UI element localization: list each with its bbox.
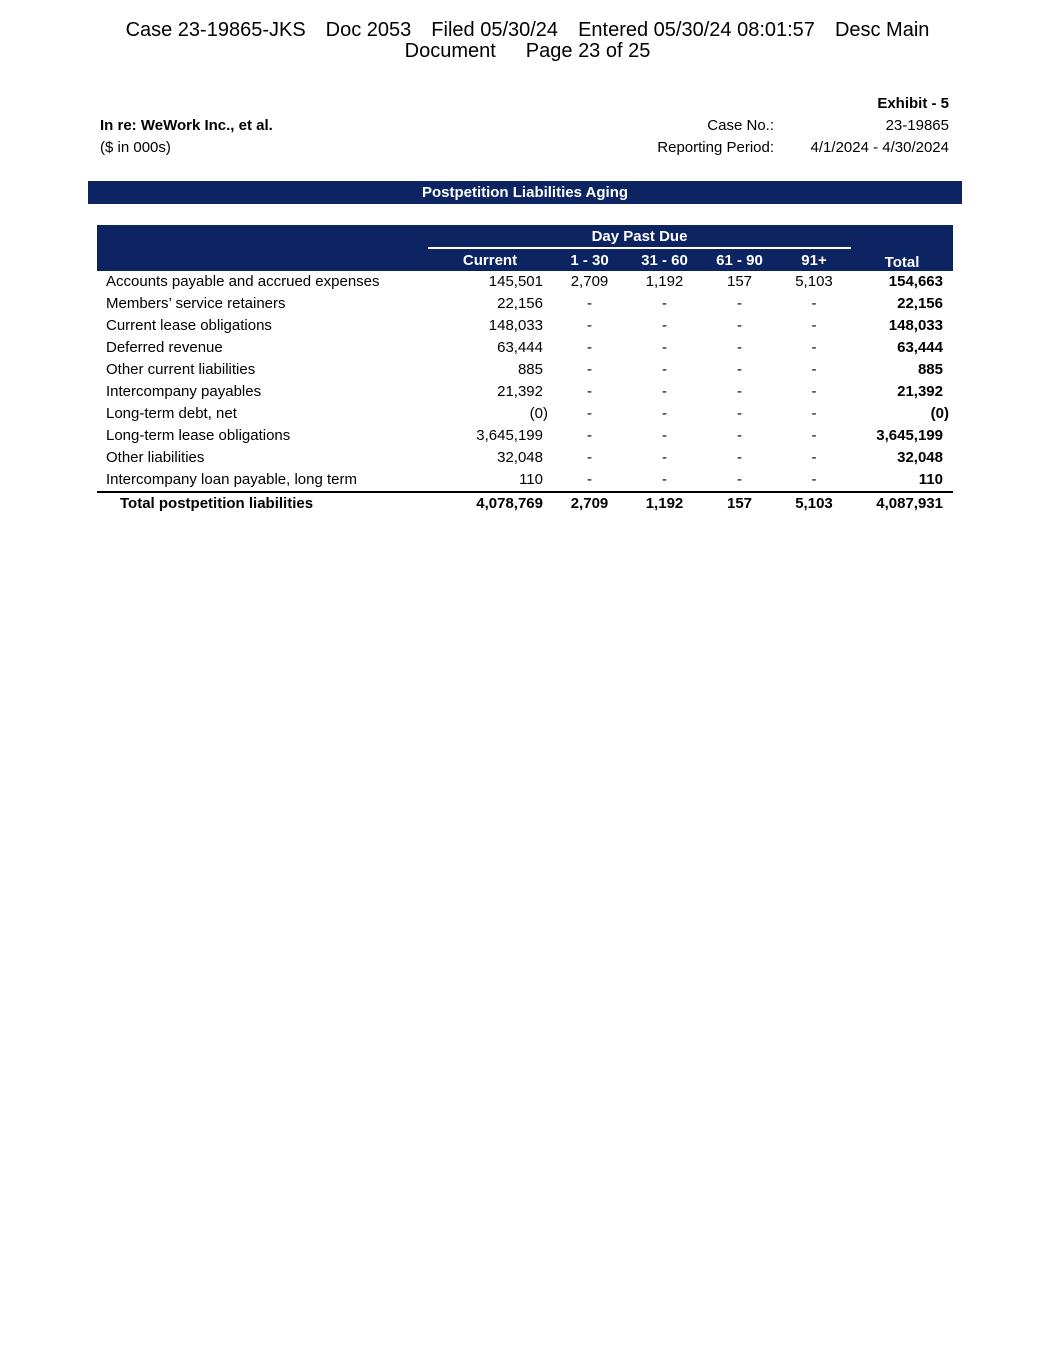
total-days-61-90-cell: 157 [702,492,777,515]
table-row [97,403,953,425]
total-current-cell: 4,078,769 [428,492,552,515]
current-cell: 32,048 [497,449,543,466]
table-row [97,315,953,337]
label-column-header [97,225,428,271]
days-31-60-cell: - [662,449,667,466]
current-cell: 110 [519,471,543,488]
days-1-30-cell: - [587,339,592,356]
total-cell: (0) [930,405,949,422]
days-31-60-cell: - [662,471,667,488]
entered-date-stamp: Entered 05/30/24 08:01:57 [578,19,815,41]
current-cell: (0) [529,405,548,422]
current-cell: 3,645,199 [476,427,543,444]
total-cell: 148,033 [888,317,943,334]
days-1-30-cell: - [587,295,592,312]
days-91-plus-cell: - [811,471,817,488]
column-header-1-30: 1 - 30 [552,248,627,271]
days-61-90-cell: - [737,383,742,400]
table-row [97,337,953,359]
total-days-91-plus-cell: 5,103 [777,492,851,515]
days-1-30-cell: - [587,427,592,444]
days-61-90-cell: - [737,295,742,312]
days-1-30-cell: - [587,471,592,488]
days-61-90-cell: - [737,361,742,378]
total-cell: 885 [917,361,943,378]
exhibit-label: Exhibit - 5 [877,95,949,112]
filed-date-stamp: Filed 05/30/24 [431,19,559,41]
table-row [97,271,953,293]
days-31-60-cell: - [662,361,667,378]
row-label: Intercompany loan payable, long term [106,471,357,488]
days-61-90-cell: - [737,449,742,466]
days-61-90-cell: - [737,427,742,444]
days-31-60-cell: - [662,405,667,422]
days-1-30-cell: - [587,317,592,334]
units-note: ($ in 000s) [100,139,171,156]
days-61-90-cell: - [737,317,742,334]
days-61-90-cell: - [737,339,742,356]
row-label: Members’ service retainers [106,295,286,312]
current-cell: 145,501 [488,273,543,290]
case-no-value: 23-19865 [885,117,949,134]
row-label: Other liabilities [106,449,205,466]
row-label: Current lease obligations [106,317,272,334]
column-header-total: Total [851,248,953,271]
days-61-90-cell: 157 [726,273,753,290]
days-61-90-cell: - [737,405,742,422]
days-91-plus-cell: - [811,295,817,312]
total-cell: 63,444 [897,339,943,356]
table-header-group-row [97,225,953,248]
days-31-60-cell: 1,192 [645,273,684,290]
table-row [97,293,953,315]
doc-number-stamp: Doc 2053 [325,19,412,41]
days-1-30-cell: - [587,405,592,422]
column-header-61-90: 61 - 90 [702,248,777,271]
days-91-plus-cell: - [811,449,817,466]
case-no-label: Case No.: [707,117,774,134]
total-row [97,492,953,515]
row-label: Long-term lease obligations [106,427,291,444]
grand-total-cell: 4,087,931 [851,492,953,515]
page-number-stamp: Page 23 of 25 [525,40,651,62]
liabilities-aging-table [97,225,953,515]
current-cell: 63,444 [497,339,543,356]
desc-stamp: Desc Main [834,19,930,41]
days-91-plus-cell: 5,103 [795,273,833,290]
total-row-label: Total postpetition liabilities [97,492,428,515]
current-cell: 885 [517,361,543,378]
days-1-30-cell: - [587,383,592,400]
days-1-30-cell: - [587,361,592,378]
column-header-current: Current [428,248,552,271]
table-row [97,469,953,492]
table-row [97,425,953,447]
days-31-60-cell: - [662,339,667,356]
section-title-bar: Postpetition Liabilities Aging [88,181,962,204]
days-61-90-cell: - [737,471,742,488]
total-cell: 22,156 [897,295,943,312]
days-91-plus-cell: - [811,339,817,356]
days-31-60-cell: - [662,295,667,312]
reporting-period-label: Reporting Period: [657,139,774,156]
row-label: Other current liabilities [106,361,256,378]
current-cell: 148,033 [488,317,543,334]
days-31-60-cell: - [662,317,667,334]
row-label: Accounts payable and accrued expenses [106,273,380,290]
total-days-31-60-cell: 1,192 [627,492,702,515]
current-cell: 22,156 [497,295,543,312]
days-91-plus-cell: - [811,317,817,334]
days-91-plus-cell: - [811,361,817,378]
reporting-period-value: 4/1/2024 - 4/30/2024 [810,139,949,156]
case-number-stamp: Case 23-19865-JKS [125,19,306,41]
days-31-60-cell: - [662,427,667,444]
table-row [97,359,953,381]
table-row [97,381,953,403]
current-cell: 21,392 [497,383,543,400]
total-cell: 21,392 [897,383,943,400]
total-header-spacer [851,225,953,248]
days-1-30-cell: 2,709 [570,273,609,290]
row-label: Long-term debt, net [106,405,237,422]
total-cell: 3,645,199 [876,427,943,444]
total-days-1-30-cell: 2,709 [552,492,627,515]
row-label: Intercompany payables [106,383,262,400]
days-31-60-cell: - [662,383,667,400]
column-header-91-plus: 91+ [777,248,851,271]
days-91-plus-cell: - [811,427,817,444]
days-91-plus-cell: - [811,383,817,400]
column-header-31-60: 31 - 60 [627,248,702,271]
row-label: Deferred revenue [106,339,223,356]
total-cell: 32,048 [897,449,943,466]
court-filing-stamp [0,20,1055,62]
day-past-due-header: Day Past Due [428,225,851,248]
total-cell: 110 [918,471,943,488]
table-row [97,447,953,469]
document-stamp: Document [404,40,496,62]
days-1-30-cell: - [587,449,592,466]
days-91-plus-cell: - [811,405,817,422]
in-re-title: In re: WeWork Inc., et al. [100,117,273,134]
total-cell: 154,663 [888,273,943,290]
